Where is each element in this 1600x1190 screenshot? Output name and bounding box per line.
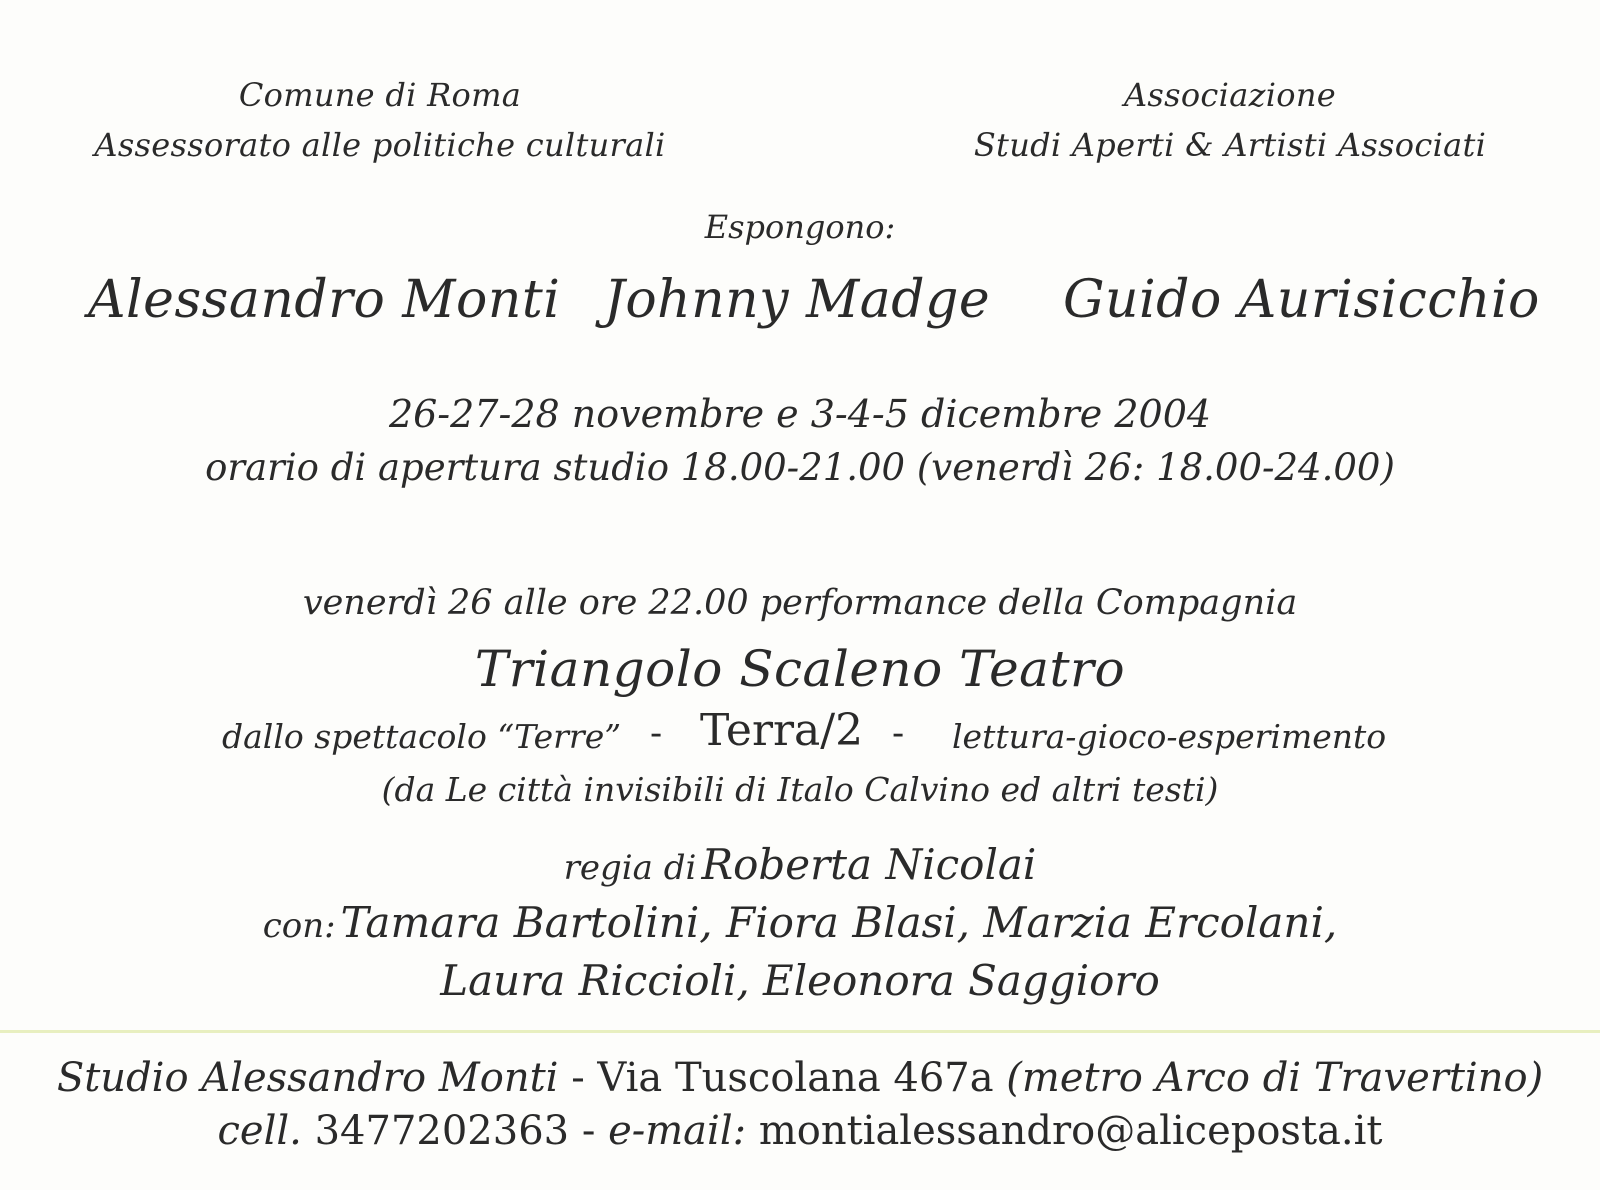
header-left-block (60, 70, 700, 170)
organizer-department: Assessorato alle politiche culturali (94, 126, 666, 164)
header-right-block (920, 70, 1540, 170)
cast-line-1 (0, 898, 1600, 947)
cast-names: Tamara Bartolini, Fiora Blasi, Marzia Ercolani, (340, 898, 1338, 947)
director-line (0, 840, 1600, 889)
company-name: Triangolo Scaleno Teatro (474, 640, 1126, 698)
artist-name: Alessandro Monti (88, 270, 561, 330)
show-source: (da Le città invisibili di Italo Calvino ed altri testi) (381, 770, 1219, 809)
association-name: Studi Aperti & Artisti Associati (973, 126, 1487, 164)
director-label: regia di (563, 848, 697, 888)
email-address: montialessandro@aliceposta.it (758, 1108, 1383, 1154)
studio-name: Studio Alessandro Monti (56, 1055, 559, 1101)
email-label: e-mail: (608, 1108, 747, 1154)
show-prefix: dallo spettacolo “Terre” (222, 717, 622, 756)
metro-stop: (metro Arco di Travertino) (1006, 1055, 1544, 1101)
exhibit-label: Espongono: (704, 208, 896, 246)
exhibition-dates: 26-27-28 novembre e 3-4-5 dicembre 2004 (388, 392, 1212, 436)
show-title: Terra/2 (700, 705, 864, 756)
divider (0, 1030, 1600, 1033)
cast-label: con: (262, 906, 336, 946)
separator: - (581, 1108, 596, 1154)
artists-row (0, 270, 1600, 340)
dash: - (650, 713, 663, 754)
performance-intro: venerdì 26 alle ore 22.00 performance della Compagnia (302, 583, 1298, 623)
artist-name: Johnny Madge (604, 270, 991, 330)
cast-line-2: Laura Riccioli, Eleonora Saggioro (440, 956, 1160, 1005)
separator: - (571, 1055, 585, 1101)
street-address: Via Tuscolana 467a (597, 1055, 994, 1101)
cell-number: 3477202363 (314, 1108, 570, 1154)
opening-hours: orario di apertura studio 18.00-21.00 (venerdì 26: 18.00-24.00) (205, 446, 1395, 489)
cell-label: cell. (217, 1108, 302, 1154)
dash: - (892, 713, 905, 754)
organizer-city: Comune di Roma (238, 76, 522, 114)
association-label: Associazione (1124, 76, 1336, 114)
director-name: Roberta Nicolai (701, 840, 1037, 889)
studio-address-line (0, 1055, 1600, 1101)
contact-line (0, 1108, 1600, 1154)
show-line (0, 705, 1600, 765)
show-suffix: lettura-gioco-esperimento (952, 717, 1387, 756)
artist-name: Guido Aurisicchio (1063, 270, 1540, 330)
